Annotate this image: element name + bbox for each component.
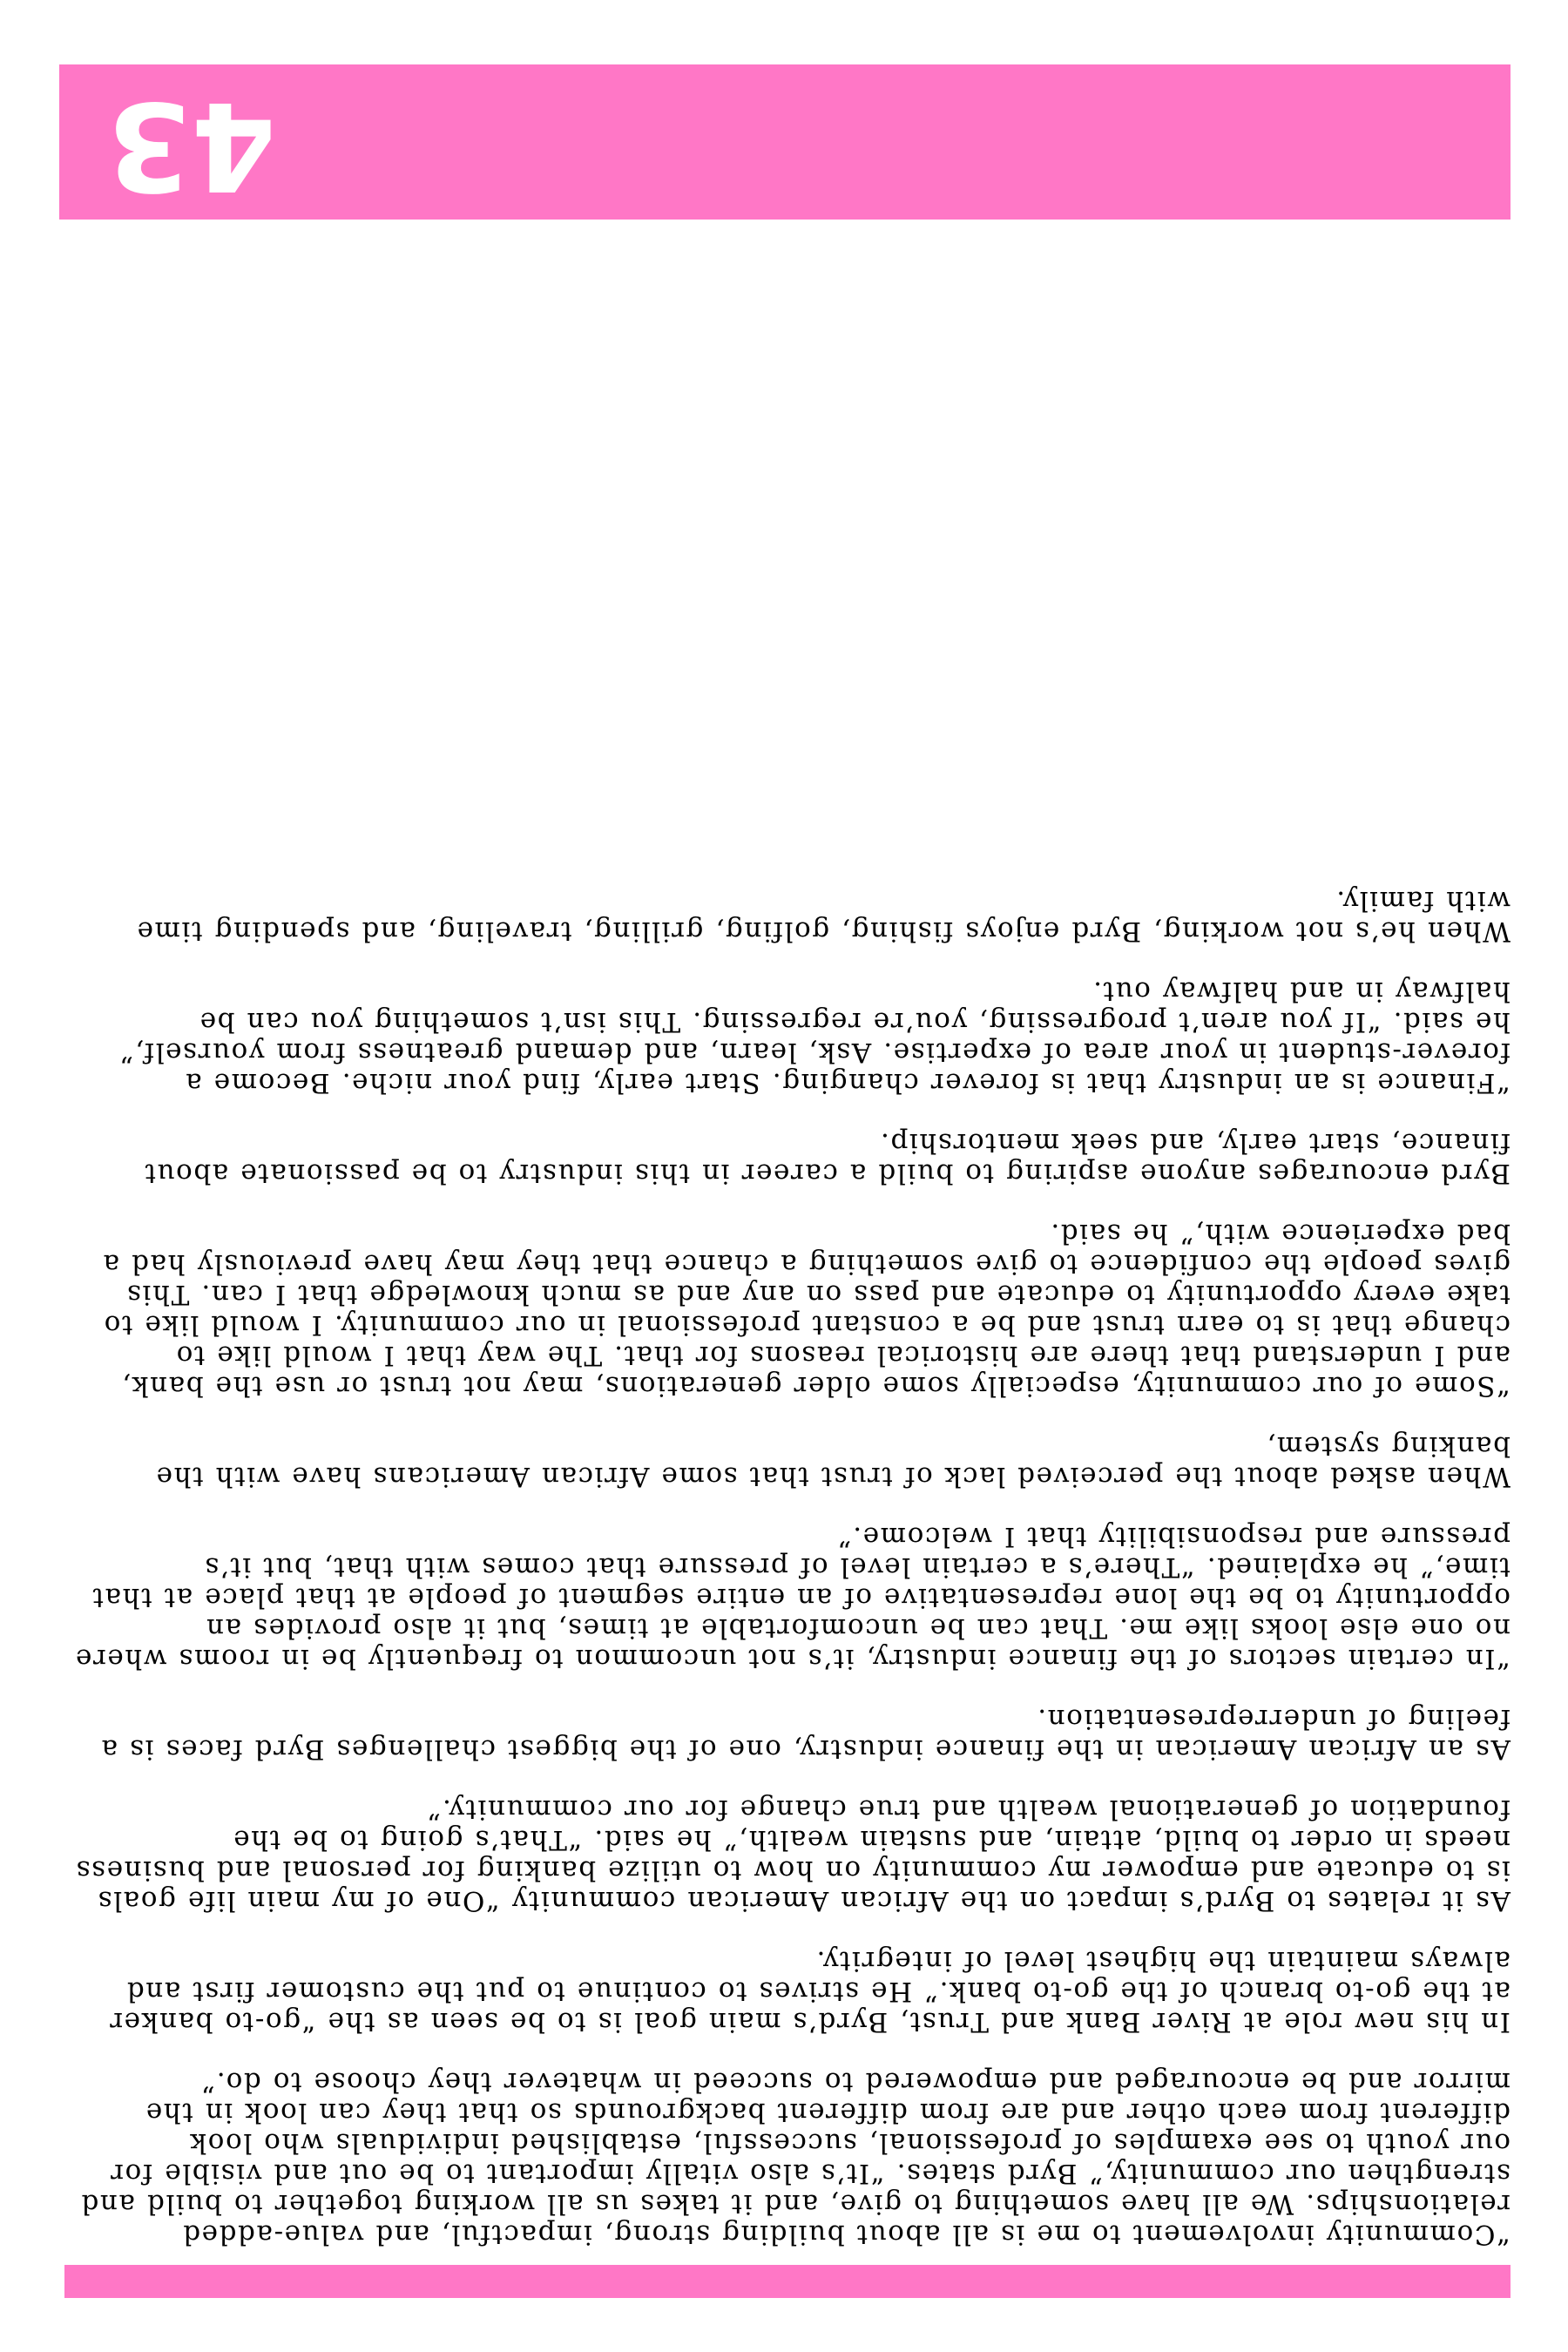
paragraph-underrepresentation: As an African American in the finance industry, one of the biggest challenges Byrd faces is a feeling of underrepresentation. [100,1703,1511,1765]
paragraph-career-advice: Byrd encourages anyone aspiring to build a career in this industry to be passionate about finance, start early, and seek mentorship. [143,1127,1511,1189]
paragraph-finance-sectors-quote: “In certain sectors of the finance industry, it’s not uncommon to frequently be in rooms where no one else looks like me. That can be uncomfortable at times, but it also provides an opportunity to be the lone representative of an entire segment of people at that place at that time,” he explained. “There’s a certain level of pressure that comes with that, but it’s pressure and responsibility that I welcome.” [74,1521,1511,1674]
paragraph-community-impact: As it relates to Byrd’s impact on the African American community “One of my main life goals is to educate and empower my community on how to utilize banking for personal and business needs in order to build, attain, and sustain wealth,” he said. “That’s going to be the foundation of generational wealth and true change for our community.” [75,1794,1511,1916]
article-body [73,855,1511,2249]
paragraph-trust-quote: “Some of our community, especially some older generations, may not trust or use the bank, and I understand that there are historical reasons for that. The way that I would like to change that is to earn trust and be a constant professional in our community. I would like to take every opportunity to educate and pass on any and as much knowledge that I can. This gives people the confidence to give something a chance that they may have previously had a bad experience with,” he said. [102,1218,1511,1402]
page-number-block [59,64,1511,220]
paragraph-hobbies: When he’s not working, Byrd enjoys fishing, golfing, grilling, traveling, and spending time with family. [136,885,1511,947]
paragraph-finance-quote: “Finance is an industry that is forever changing. Start early, find your niche. Become a forever-student in your area of expertise. Ask, learn, and demand greatness from yourself,” he said. “If you aren’t progressing, you’re regressing. This isn’t something you can be halfway in and halfway out. [118,976,1511,1098]
paragraph-new-role: In his new role at River Bank and Trust, Byrd’s main goal is to be seen as the “go-to banker at the go-to branch of the go-to bank.” He strives to continue to put the customer first and always maintain the highest level of integrity. [108,1945,1511,2038]
paragraph-trust-question: When asked about the perceived lack of trust that some African Americans have with the banking system, [155,1430,1511,1492]
paragraph-community-involvement: “Community involvement to me is all about building strong, impactful, and value-added relationships. We all have something to give, and it takes us all working together to build and strengthen our community,” Byrd states. “It’s also vitally important to be out and visible for our youth to see examples of professional, successful, established individuals who look different from each other and are from different backgrounds so that they can look in the mirror and be encouraged and empowered to succeed in whatever they choose to do.” [79,2066,1511,2250]
top-accent-bar [64,2265,1511,2298]
page-number: 43 [106,74,276,216]
